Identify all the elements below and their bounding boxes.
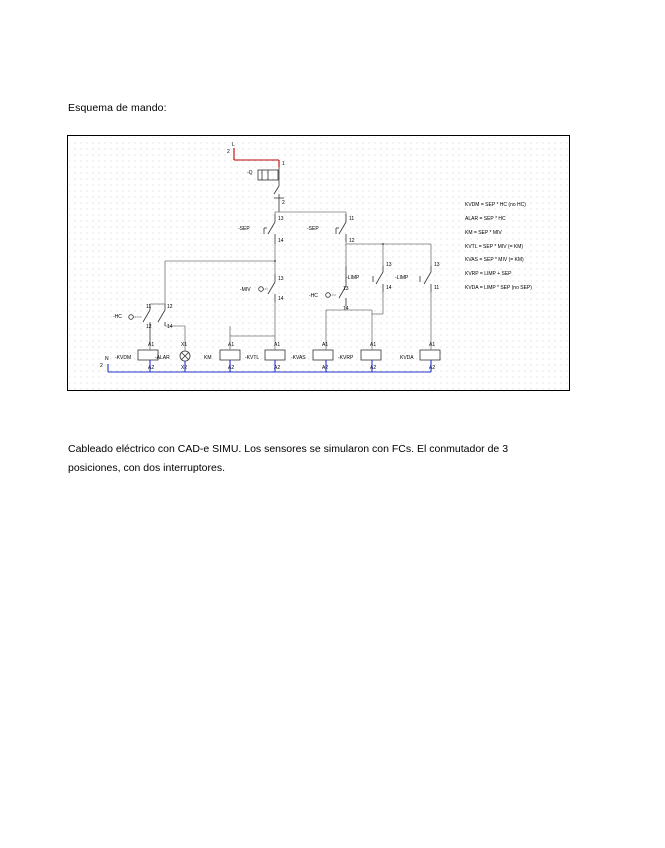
breaker-label: -Q bbox=[247, 170, 253, 176]
limp-right-t13: 13 bbox=[434, 262, 440, 268]
caption-line-1: Cableado eléctrico con CAD-e SIMU. Los sensores se simularon con FCs. El conmutador de 3 bbox=[68, 443, 509, 455]
kvtl-a1: A1 bbox=[274, 342, 281, 348]
limp-left-t14: 14 bbox=[386, 285, 392, 291]
supply-num-bottom: 2 bbox=[100, 363, 103, 369]
sep-left-t14: 14 bbox=[278, 238, 284, 244]
alar-x2: X2 bbox=[181, 365, 188, 371]
kvtl-a2: A2 bbox=[274, 365, 281, 371]
equation: KVDM = SEP * HC (no HC) bbox=[465, 202, 526, 208]
sep-right-t12: 12 bbox=[349, 238, 355, 244]
equation: KVAS = SEP * MIV (= KM) bbox=[465, 257, 524, 263]
equation: KM = SEP * MIV bbox=[465, 230, 502, 236]
sep-right-label: -SEP bbox=[307, 226, 319, 232]
coil-kvrp-label: -KVRP bbox=[338, 355, 354, 361]
equation: ALAR = SEP * HC bbox=[465, 216, 506, 222]
sep-right-t11: 11 bbox=[349, 216, 355, 222]
hc-t12: 12 bbox=[167, 304, 173, 310]
equation: KVTL = SEP * MIV (= KM) bbox=[465, 244, 524, 250]
miv-t14: 14 bbox=[278, 296, 284, 302]
hc-t12b: 12 bbox=[146, 324, 152, 330]
sep-left-t13: 13 bbox=[278, 216, 284, 222]
miv-t13: 13 bbox=[278, 276, 284, 282]
equation: KVRP = LIMP + SEP bbox=[465, 271, 512, 277]
coil-kvdm-label: -KVDM bbox=[115, 355, 132, 361]
breaker-terminal-bottom: 2 bbox=[282, 200, 285, 206]
km-a1: A1 bbox=[228, 342, 235, 348]
coil-kvda-label: KVDA bbox=[400, 355, 414, 361]
coil-kvas-label: -KVAS bbox=[291, 355, 306, 361]
limp-right-label: -LIMP bbox=[395, 275, 409, 281]
equation: KVDA = LIMP * SEP (no SEP) bbox=[465, 285, 532, 291]
limp-left-label: -LIMP bbox=[346, 275, 360, 281]
section-heading: Esquema de mando: bbox=[68, 102, 167, 114]
kvrp-a1: A1 bbox=[370, 342, 377, 348]
miv-label: -MIV bbox=[240, 287, 251, 293]
kvdm-a2: A2 bbox=[148, 365, 155, 371]
kvas-a2: A2 bbox=[322, 365, 329, 371]
hc2-label: -HC bbox=[309, 293, 318, 299]
caption-line-2: posiciones, con dos interruptores. bbox=[68, 462, 226, 474]
lamp-alar-label: -ALAR bbox=[155, 355, 170, 361]
kvas-a1: A1 bbox=[322, 342, 329, 348]
sep-left-label: -SEP bbox=[238, 226, 250, 232]
hc2-t14: 14 bbox=[343, 306, 349, 312]
hc-t11: 11 bbox=[146, 304, 152, 310]
alar-x1: X1 bbox=[181, 342, 188, 348]
kvda-a1: A1 bbox=[429, 342, 436, 348]
supply-label-bottom: N bbox=[105, 356, 109, 362]
limp-right-t11: 11 bbox=[434, 285, 440, 291]
kvdm-a1: A1 bbox=[148, 342, 155, 348]
kvrp-a2: A2 bbox=[370, 365, 377, 371]
limp-left-t13: 13 bbox=[386, 262, 392, 268]
supply-label-top: L bbox=[232, 142, 235, 148]
kvda-a2: A2 bbox=[429, 365, 436, 371]
hc-label: -HC bbox=[113, 314, 122, 320]
control-schematic-figure bbox=[67, 135, 570, 391]
breaker-terminal-top: 1 bbox=[282, 161, 285, 167]
hc-t14: 14 bbox=[167, 324, 173, 330]
hc2-t13: 13 bbox=[343, 286, 349, 292]
supply-num-top: 2 bbox=[227, 149, 230, 155]
control-schematic bbox=[68, 136, 570, 391]
coil-kvtl-label: -KVTL bbox=[245, 355, 260, 361]
km-a2: A2 bbox=[228, 365, 235, 371]
figure-caption bbox=[68, 440, 588, 478]
coil-km-label: KM bbox=[204, 355, 212, 361]
